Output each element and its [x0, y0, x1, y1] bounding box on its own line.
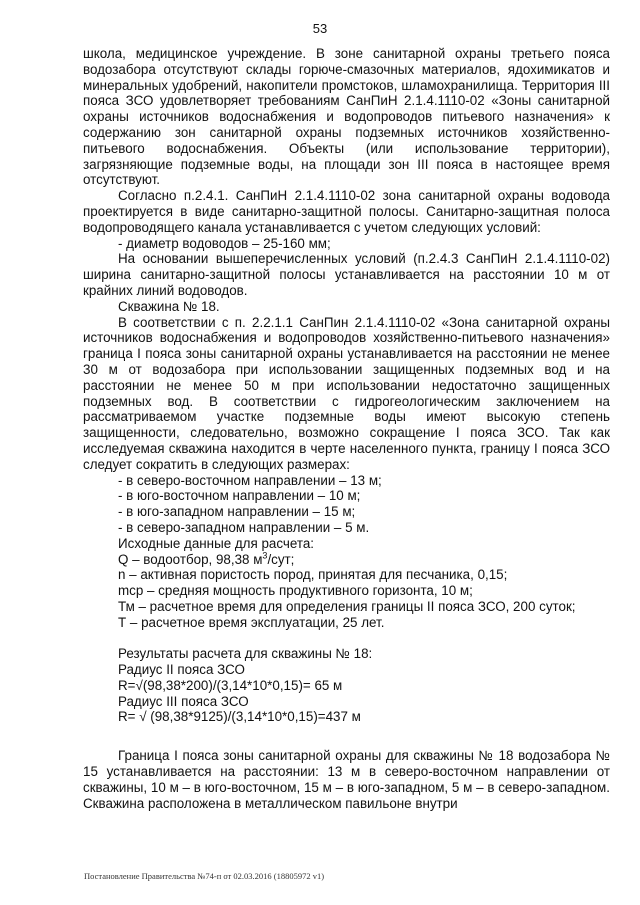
footer-note: Постановление Правительства №74-п от 02.03.2016 (18805972 v1)	[84, 871, 325, 881]
list-item-se: - в юго-восточном направлении – 10 м;	[118, 488, 361, 504]
input-t: Т – расчетное время эксплуатации, 25 лет.	[118, 614, 385, 630]
paragraph-1: школа, медицинское учреждение. В зоне санитарной охраны третьего пояса водозабора отсутствуют склады горюче-смазочных материалов, ядохимикатов и минеральных удобрений, накопители промстоков, шламохранилища. Территория III пояса ЗСО удовлетворяет требованиям СанПиН 2.1.4.1110-02 «Зоны санитарной охраны источников водоснабжения и водопроводов питьевого назначения» к содержанию зон санитарной охраны подземных источников хозяйственно-питьевого водоснабжения. Объекты (или использование территории), загрязняющие подземные воды, на площади зон III пояса в настоящее время отсутствуют.	[83, 46, 610, 188]
input-q: Q – водоотбор, 98,38 $м^3$/сут;	[118, 550, 295, 567]
document-body	[83, 46, 610, 811]
radius-iii-formula: R= √ (98,38*9125)/(3,14*10*0,15)=437 м	[118, 709, 361, 725]
page-number: 53	[312, 21, 328, 36]
radius-ii-label: Радиус II пояса ЗСО	[118, 662, 245, 678]
radius-ii-formula: R=√(98,38*200)/(3,14*10*0,15)= 65 м	[118, 677, 343, 693]
paragraph-boundary: Граница I пояса зоны санитарной охраны для скважины № 18 водозабора № 15 устанавливается на расстоянии: 13 м в северо-восточном направлении от скважины, 10 м – в юго-восточном, 15 м – в юго-западном, 5 м – в северо-западном. Скважина расположена в металлическом павильоне внутри	[83, 748, 610, 811]
paragraph-3: На основании вышеперечисленных условий (п.2.4.3 СанПиН 2.1.4.1110-02) ширина санитарно-защитной полосы устанавливается на расстоянии 10 м от крайних линий водоводов.	[83, 251, 610, 298]
list-item-ne: - в северо-восточном направлении – 13 м;	[118, 472, 382, 488]
section-heading-well-18: Скважина № 18.	[118, 298, 220, 314]
results-heading: Результаты расчета для скважины № 18:	[118, 646, 373, 662]
radius-iii-label: Радиус III пояса ЗСО	[118, 693, 249, 709]
paragraph-4: В соответствии с п. 2.2.1.1 СанПин 2.1.4.1110-02 «Зона санитарной охраны источников водоснабжения и водопроводов хозяйственно-питьевого назначения» граница I пояса зоны санитарной охраны устанавливается на расстоянии не менее 30 м от водозабора при использовании защищенных подземных вод и на расстоянии не менее 50 м при использовании недостаточно защищенных подземных вод. В соответствии с гидрогеологическим заключением на рассматриваемом участке подземные воды имеют высокую степень защищенности, следовательно, возможно сокращение I пояса ЗСО. Так как исследуемая скважина находится в черте населенного пункта, границу I пояса ЗСО следует сократить в следующих размерах:	[83, 314, 610, 472]
paragraph-2: Согласно п.2.4.1. СанПиН 2.1.4.1110-02 зона санитарной охраны водовода проектируется в виде санитарно-защитной полосы. Санитарно-защитная полоса водопроводящего канала устанавливается с учетом следующих условий:	[83, 188, 610, 235]
input-mcp: mср – средняя мощность продуктивного горизонта, 10 м;	[118, 583, 473, 599]
input-data-heading: Исходные данные для расчета:	[118, 535, 315, 551]
list-item-nw: - в северо-западном направлении – 5 м.	[118, 519, 370, 535]
input-tm: Тм – расчетное время для определения границы II пояса ЗСО, 200 суток;	[118, 598, 576, 614]
list-item-sw: - в юго-западном направлении – 15 м;	[118, 504, 356, 520]
list-item-pipe-diameter: - диаметр водоводов – 25-160 мм;	[118, 235, 331, 251]
input-n: n – активная пористость пород, принятая для песчаника, 0,15;	[118, 567, 508, 583]
